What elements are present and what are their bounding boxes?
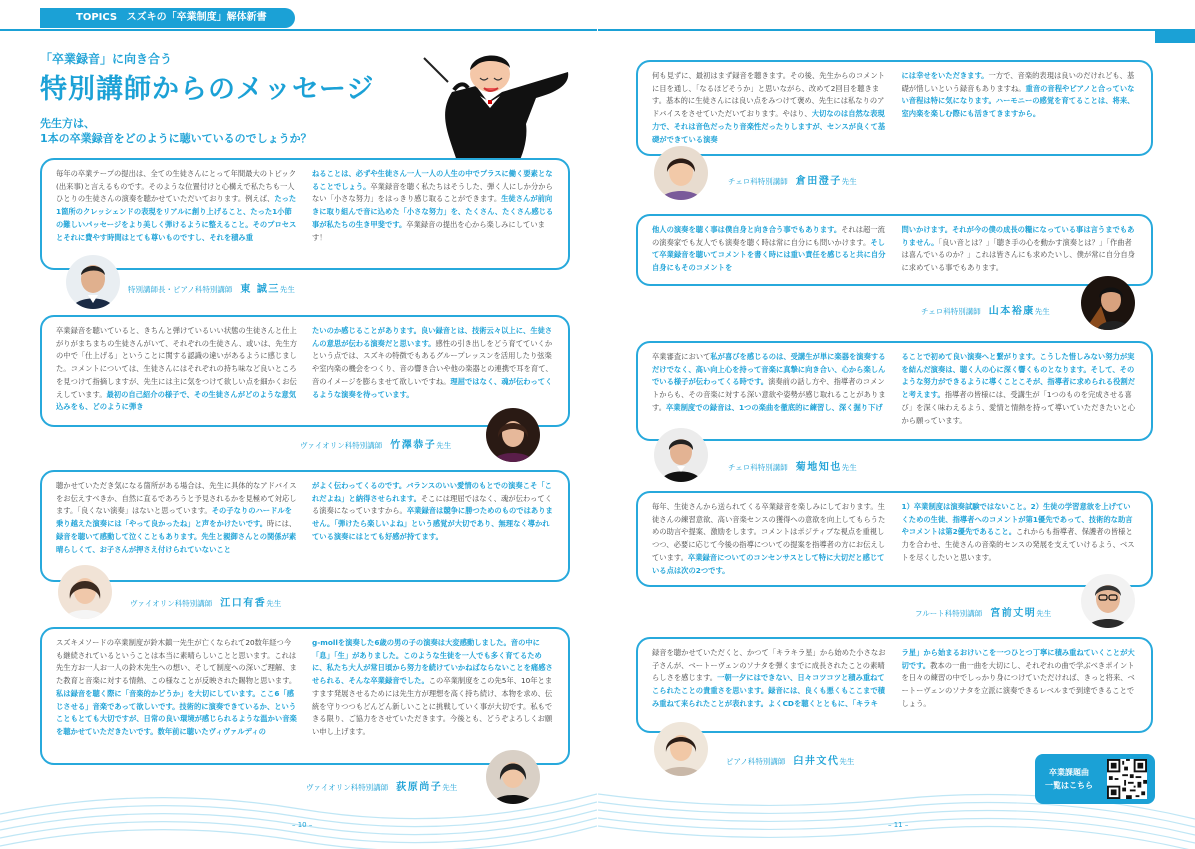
teacher-signature: ヴァイオリン科特別講師 荻原尚子先生 <box>306 782 458 793</box>
header-rule <box>0 29 597 31</box>
message-col-left: 卒業審査において私が喜びを感じるのは、受講生が単に楽器を演奏するだけでなく、高い向上心を持って音楽に真摯に向き合い、心から楽しんでいる様子が伝わってくる時です。演奏前の話し方や、指導者のコメントからも、その音楽に対する深い意欲や姿勢が感じ取れることがあります。卒業制度での録音は、1つの楽曲を徹底的に練習し、深く掘り下げ <box>652 352 886 412</box>
message-col-right: ラ星」から始まるおけいこを一つひとつ丁寧に積み重ねていくことが大切です。教本の一曲一曲を大切にし、それぞれの曲で学ぶべきポイントを日々の練習の中でしっかり身につけていただければ、きっと将来、ベートーヴェンのソナタを立派に演奏できるレベルまで到達できることでしょう。 <box>901 648 1135 708</box>
message-box-kikuchi <box>636 341 1153 441</box>
message-box-takezawa <box>40 315 570 427</box>
message-col-right: 問いかけます。それが今の僕の成長の糧になっている事は言うまでもありません。「良い音とは？」「聴き手の心を動かす演奏とは？」「作曲者は喜んでいるのか？」これは皆さんにも求めたいし、僕が常に自分自身に求めている事でもあります。 <box>901 225 1135 273</box>
message-col-right: には幸せをいただきます。一方で、音楽的表現は良いのだけれども、基礎が惜しいという録音もありますね。重音の音程やピアノと合っていない音程は特に気になります。ハーモニーの感覚を育てることは、将来、室内楽を楽しむ際にも活きてきますから。 <box>901 71 1135 119</box>
corner-tab <box>1155 10 1195 50</box>
teacher-name: 東 誠三 <box>240 284 280 295</box>
avatar <box>1081 574 1135 628</box>
page-number-right: – 11 – <box>888 821 909 829</box>
topics-label: TOPICS <box>76 12 118 23</box>
message-col-left: 何も見ずに、最初はまず録音を聴きます。その後、先生からのコメントに目を通し、「なるほどそうか」と思いながら、改めて2回目を聴きます。基本的に生徒さんには良い点をみつけて褒め、先生には私なりのアドバイスをさせていただいております。やはり、大切なのは自然な表現力で、それは音色だったり音楽性だったりしますが、センスが良くて基礎ができている演奏 <box>652 71 886 144</box>
teacher-name: 宮前丈明 <box>990 608 1037 619</box>
right-page <box>598 0 1195 849</box>
teacher-name: 倉田澄子 <box>795 176 842 187</box>
page-title: 特別講師からのメッセージ <box>40 74 375 105</box>
teacher-signature: チェロ科特別講師 山本裕康先生 <box>921 306 1050 317</box>
teacher-signature: 特別講師長・ピアノ科特別講師 東 誠三先生 <box>128 284 295 295</box>
subtitle: 「卒業録音」に向き合う <box>40 52 173 66</box>
message-col-left: 毎年の卒業テープの提出は、全ての生徒さんにとって年間最大のトピック(出来事)と言えるものです。そのような位置付けと心構えで私たちも一人ひとりの生徒さんの演奏を聴かせていただいております。例えば、たった1箇所のクレッシェンドの表現をリアルに創り上げること、たった1小節の難しいパッセージをより美しく弾けるように整えること。そのプロセスとそれに費やす時間はとても尊いものですし、それを積み重 <box>56 169 297 242</box>
topics-banner <box>40 8 295 28</box>
avatar <box>654 428 708 482</box>
message-col-right: ることで初めて良い演奏へと繋がります。こうした惜しみない努力が実を結んだ演奏は、聴く人の心に深く響くものとなります。そして、そのような努力ができるように導くことこそが、指導者に求められる役割だと考えます。指導者の皆様には、受講生が「1つのものを完成させる喜び」を深く味わえるよう、愛情と情熱を持って導いていただきたいと心から願っています。 <box>901 352 1135 425</box>
qr-code-icon <box>1107 759 1147 799</box>
teacher-name: 荻原尚子 <box>396 782 443 793</box>
teacher-signature: チェロ科特別講師 菊地知也先生 <box>728 462 857 473</box>
message-box-miyamae <box>636 491 1153 587</box>
avatar <box>654 722 708 776</box>
teacher-signature: ヴァイオリン科特別講師 江口有香先生 <box>130 598 282 609</box>
header-rule <box>598 29 1158 31</box>
avatar <box>58 565 112 619</box>
teacher-signature: フルート科特別講師 宮前丈明先生 <box>915 608 1052 619</box>
message-box-higashi <box>40 158 570 270</box>
qr-link[interactable] <box>1035 754 1155 804</box>
message-box-eguchi <box>40 470 570 582</box>
message-col-left: スズキメソードの卒業制度が鈴木鎮一先生が亡くなられて20数年経つ今も継続されているということは本当に素晴らしいことと思います。これは先生方お一人お一人の鈴木先生への想い、そして制度への深いご理解、また教育と音楽に対する情熱、この様なことが反映された賜物と思います。私は録音を聴く際に「音楽的かどうか」を大切にしています。ここ6「感じさせる」音楽であって欲しいです。技術的に演奏できているか、ということもとても大切ですが、日常の良い環境が感じられるような温かい音楽を聴かせていただきたいです。数年前に聴いたヴィヴァルディの <box>56 638 297 736</box>
message-col-right: 1）卒業制度は演奏試験ではないこと。2）生徒の学習意欲を上げていくための生徒、指導者へのコメントが第1優先であって、技術的な助言やコメントは第2優先であること。これからも指導者、保護者の皆様と力を合わせ、生徒さんの音楽的センスの発展を支えていけるよう、ベストを尽くしたいと思います。 <box>901 502 1135 562</box>
lead-question: 先生方は、 1本の卒業録音をどのように聴いているのでしょうか？ <box>40 117 312 145</box>
message-box-usui <box>636 637 1153 733</box>
message-box-ogiwara <box>40 627 570 765</box>
teacher-signature: ピアノ科特別講師 臼井文代先生 <box>726 756 855 767</box>
message-col-right: ねることは、必ずや生徒さん一人一人の人生の中でプラスに働く要素となることでしょう。卒業録音を聴く私たちはそうした、弾く人にしか分からない「小さな努力」をはっきり感じ取ることができます。生徒さんが前向きに取り組んで音に込めた「小さな努力」を、たくさん、たくさん感じる事が私たちの生き甲斐です。卒業録音の提出を心から楽しみにしています！ <box>312 169 554 242</box>
message-col-right: g-mollを演奏した6歳の男の子の演奏は大変感動しました。音の中に「息」「生」がありました。このような生徒を一人でも多く育てるために、私たち大人が常日頃から努力を続けていかねばならないことを痛感させられる、そんな卒業録音でした。この卒業制度をこの先5年、10年とますます発展させるためには先生方が理想を高く持ち続け、本物を求め、伝統を守りつつもどんどん新しいことに挑戦していく事が大切です。私もできる限り、ご協力をさせていただきます。今後とも、どうぞよろしくお願い申し上げます。 <box>312 638 553 736</box>
teacher-name: 臼井文代 <box>793 756 840 767</box>
teacher-name: 山本裕康 <box>988 306 1035 317</box>
teacher-name: 竹澤恭子 <box>390 440 437 451</box>
qr-caption: 卒業課題曲 一覧はこちら <box>1045 768 1093 790</box>
teacher-signature: チェロ科特別講師 倉田澄子先生 <box>728 176 857 187</box>
teacher-name: 江口有香 <box>220 598 267 609</box>
message-col-left: 録音を聴かせていただくと、かつて「キラキラ星」から始めた小さなお子さんが、ベートーヴェンのソナタを弾くまでに成長されたことの素晴らしさを感じます。一朝一夕にはできない、日々コツコツと積み重ねてこられたことの貴重さを思います。録音には、良くも悪くもここまで積み重ねて来られたことが表れます。よくCDを聴くとともに、「キラキ <box>652 648 886 708</box>
message-box-yamamoto <box>636 214 1153 286</box>
avatar <box>1081 276 1135 330</box>
message-box-kurata <box>636 60 1153 156</box>
left-page <box>0 0 597 849</box>
topics-title: スズキの「卒業制度」解体新書 <box>126 12 267 23</box>
teacher-signature: ヴァイオリン科特別講師 竹澤恭子先生 <box>300 440 452 451</box>
message-col-right: がよく伝わってくるのです。バランスのいい愛情のもとでの演奏こそ「これだよね」と納得させられます。そこには理屈ではなく、魂が伝わってくる演奏になっていますから。卒業録音は競争に勝つためのものではありません。「弾けたら楽しいよね」という感覚が大切であり、無理なく導かれている演奏にはとても好感が持てます。 <box>312 481 553 541</box>
page-number-left: – 10 – <box>292 821 313 829</box>
avatar <box>486 408 540 462</box>
teacher-name: 菊地知也 <box>795 462 842 473</box>
avatar <box>66 255 120 309</box>
avatar <box>486 750 540 804</box>
message-col-left: 毎年、生徒さんから送られてくる卒業録音を楽しみにしております。生徒さんの練習意欲、高い音楽センスの獲得への意欲を向上してもらうための助言や提案、激励をします。コメントはポジティブな視点を重視しつつ、必要に応じて今後の指導についての提案を指導者の方にお伝えしています。卒業録音についてのコンセンサスとして特に大切だと感じている点は次の2つです。 <box>652 502 886 575</box>
avatar <box>654 146 708 200</box>
message-col-left: 卒業録音を聴いていると、きちんと弾けているいい状態の生徒さんと仕上がりがまちまちの生徒さんがいて、それぞれの生徒さん、或いは、先生方の中で「仕上げる」ということに関する認識の違いがあるように感じました。コメントについては、生徒さんにはそれぞれの持ち味など良いところを見つけて指摘しますが、先生には主に気をつけて欲しい点を細かくお伝えしています。最初の自己紹介の様子で、その生徒さんがどのような意気込みをも、どのように弾き <box>56 326 298 412</box>
conductor-illustration <box>418 44 578 164</box>
message-col-right: たいのか感じることがあります。良い録音とは、技術云々以上に、生徒さんの意思が伝わる演奏だと思います。感性の引き出しをどう育てていくかという点では、スズキの特徴でもあるグループレッスンを活用したり弦楽や室内楽の機会をつくり、音の響き合いや他の楽器との連携で耳を育て、音のイメージを膨らませて欲しいですね。理屈ではなく、魂が伝わってくるような演奏を待っています。 <box>312 326 553 399</box>
message-col-left: 他人の演奏を聴く事は僕自身と向き合う事でもあります。それは超一流の演奏家でも友人でも演奏を聴く時は常に自分にも問いかけます。そして卒業録音を聴いてコメントを書く時には重い責任を感じると共に自分自身にもそのコメントを <box>652 225 886 273</box>
message-col-left: 聴かせていただき気になる箇所がある場合は、先生に具体的なアドバイスをお伝えすべきか、自然に直るであろうと予見されるかを見極めて対応します。「良くない演奏」はないと思っています。その子なりのハードルを乗り越えた演奏には「やって良かったね」と声をかけたいです。時には、録音を聴いて感動して泣くこともあります。先生と親御さんとの関係が素晴らしくて、お子さんが押さえ付けられていないこと <box>56 481 297 554</box>
